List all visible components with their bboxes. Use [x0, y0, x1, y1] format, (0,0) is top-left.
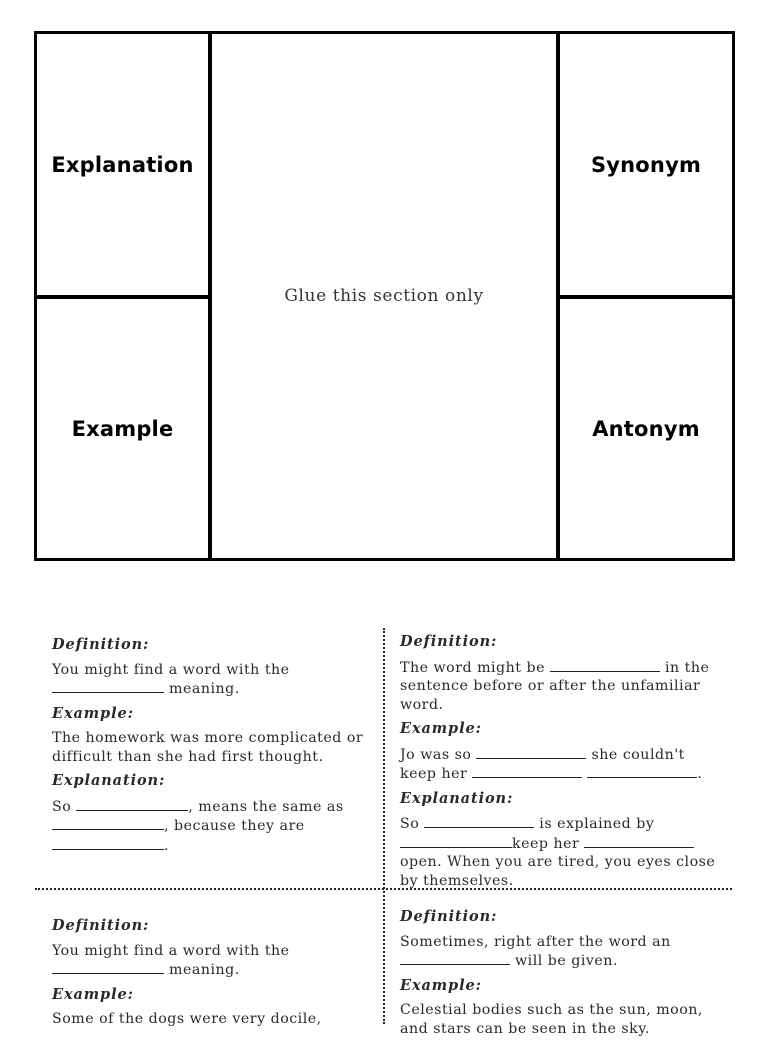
definition-heading: Definition: [52, 636, 150, 653]
example-heading: Example: [52, 704, 134, 722]
definition-heading: Definition: [52, 917, 150, 934]
glue-section [212, 34, 556, 558]
glue-instruction: Glue this section only [284, 286, 484, 306]
blank-line [400, 834, 512, 848]
example-text: Some of the dogs were very docile, [52, 1011, 322, 1027]
definition-text: The word might be in the sentence before or after the unfamiliar word. [400, 659, 710, 713]
blank-line [424, 814, 534, 828]
flap-label-synonym: Synonym [590, 152, 702, 177]
blank-line [400, 951, 510, 965]
example-heading: Example: [400, 720, 482, 737]
example-heading: Example: [400, 976, 482, 994]
definition-text: You might find a word with the meaning. [52, 661, 290, 697]
foldable-organizer [34, 31, 735, 561]
flap-example [37, 299, 208, 558]
example-text: Celestial bodies such as the sun, moon, and stars can be seen in the sky. [400, 1002, 703, 1037]
blank-line [584, 834, 694, 848]
explanation-text: So , means the same as , because they are . [52, 798, 344, 854]
blank-line [52, 836, 164, 850]
explanation-heading: Explanation: [400, 789, 514, 807]
blank-line [472, 764, 582, 778]
definition-text: You might find a word with the meaning. [52, 942, 290, 978]
flap-label-example: Example [71, 416, 174, 441]
blank-line [550, 658, 660, 672]
card-synonym-top [52, 636, 372, 861]
blank-line [52, 960, 164, 974]
cut-line-vertical [383, 628, 385, 1024]
flap-explanation [37, 34, 208, 295]
definition-heading: Definition: [400, 633, 498, 650]
flap-synonym [560, 34, 732, 295]
blank-line [587, 764, 697, 778]
blank-line [52, 816, 164, 830]
blank-line [76, 797, 188, 811]
definition-heading: Definition: [400, 908, 498, 925]
example-text: The homework was more complicated or difficult than she had first thought. [52, 730, 364, 765]
blank-line [476, 745, 586, 759]
flap-label-antonym: Antonym [592, 416, 700, 441]
explanation-heading: Explanation: [52, 772, 166, 789]
definition-text: Sometimes, right after the word an will be given. [400, 933, 671, 969]
card-context-top [400, 633, 725, 896]
example-heading: Example: [52, 985, 134, 1003]
flap-label-explanation: Explanation [51, 152, 194, 177]
card-synonym-bottom [52, 917, 372, 1035]
explanation-text: So is explained by keep her open. When you are tired, you eyes close by themselves. [400, 816, 716, 889]
flap-antonym [560, 299, 732, 558]
card-context-bottom [400, 908, 725, 1044]
example-text: Jo was so she couldn't keep her . [400, 746, 703, 782]
blank-line [52, 679, 164, 693]
